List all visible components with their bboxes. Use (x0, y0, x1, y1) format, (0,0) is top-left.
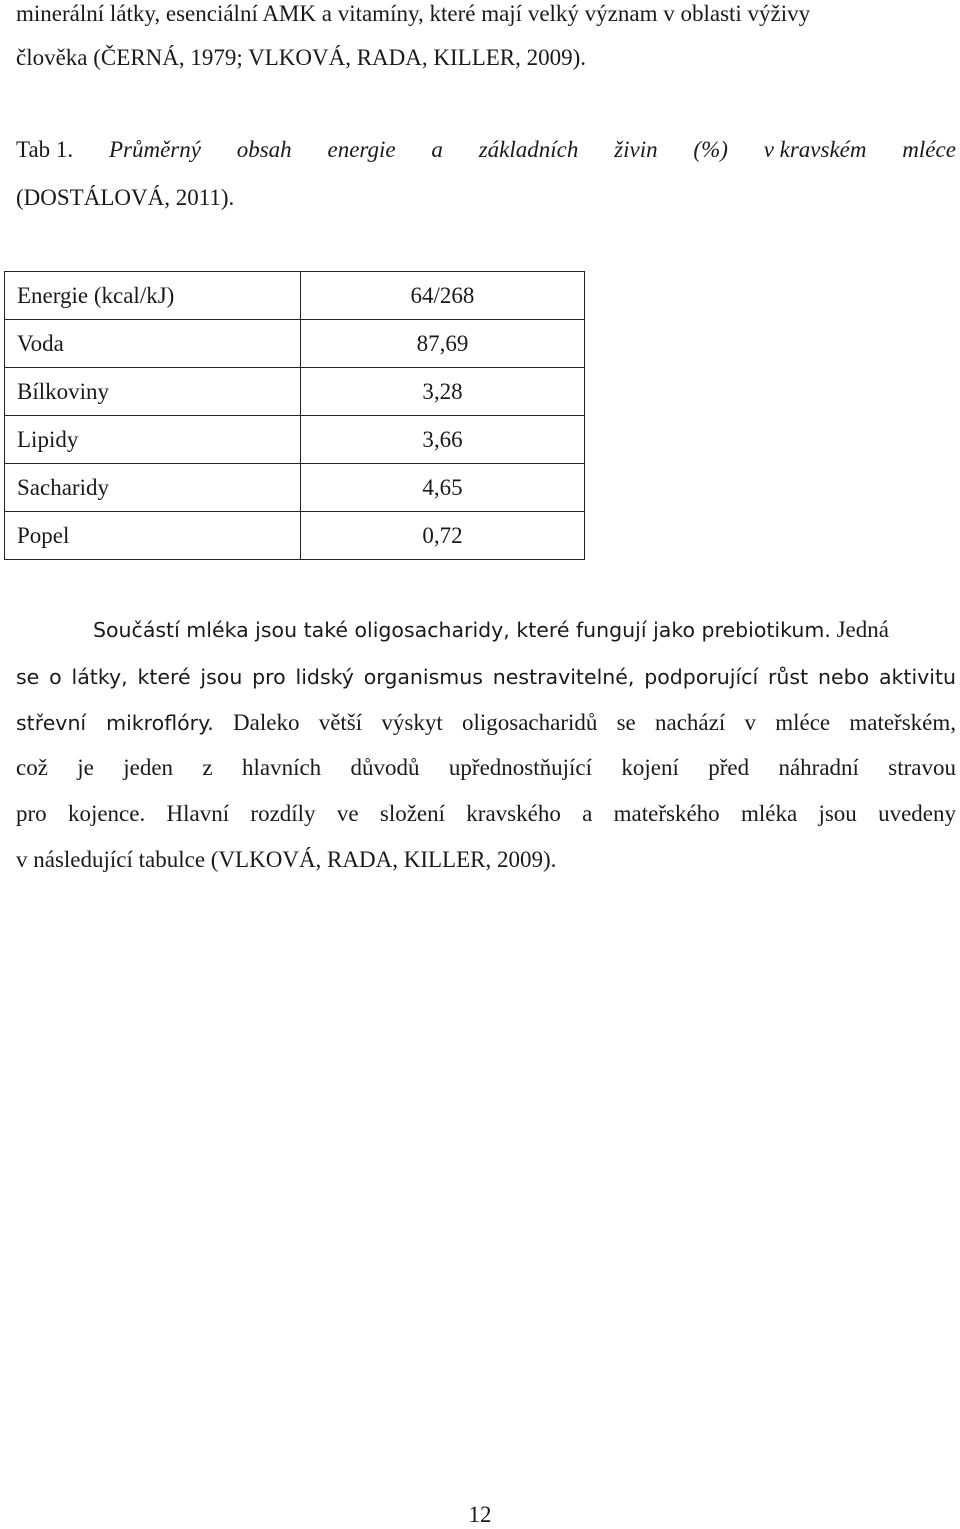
table-row (5, 272, 585, 320)
paragraph-line: se o látky, které jsou pro lidský organismus nestravitelné, podporující růst nebo aktivitu (16, 665, 956, 689)
caption-word: živin (614, 137, 658, 162)
caption-word: energie (327, 137, 396, 162)
caption-word: v kravském (763, 137, 867, 162)
page-number: 12 (468, 1502, 492, 1527)
caption-word: mléce (902, 137, 956, 162)
row-value: 87,69 (301, 320, 585, 368)
caption-source: (DOSTÁLOVÁ, 2011). (16, 185, 235, 210)
paragraph-line (16, 709, 956, 737)
paragraph-line: v následující tabulce (VLKOVÁ, RADA, KILLER, 2009). (16, 847, 557, 872)
row-label: Bílkoviny (5, 368, 301, 416)
row-label: Popel (5, 512, 301, 560)
table-row (5, 368, 585, 416)
row-label: Voda (5, 320, 301, 368)
row-value: 0,72 (301, 512, 585, 560)
row-value: 64/268 (301, 272, 585, 320)
row-label: Sacharidy (5, 464, 301, 512)
row-label: Energie (kcal/kJ) (5, 272, 301, 320)
table-row (5, 320, 585, 368)
nutrition-table (4, 271, 585, 560)
paragraph-fragment: Daleko větší výskyt oligosacharidů se nachází v mléce mateřském, (213, 710, 956, 735)
caption-word: (%) (693, 137, 728, 162)
caption-word: základních (478, 137, 579, 162)
paragraph-sans-fragment: Součástí mléka jsou také oligosacharidy, které fungují jako prebiotikum. (93, 618, 831, 642)
table-caption (16, 136, 956, 164)
caption-prefix: Tab 1. (16, 137, 74, 162)
table-row (5, 512, 585, 560)
caption-word: a (431, 137, 443, 162)
row-value: 3,28 (301, 368, 585, 416)
paragraph-line (93, 616, 889, 644)
row-value: 3,66 (301, 416, 585, 464)
row-value: 4,65 (301, 464, 585, 512)
text-line: člověka (ČERNÁ, 1979; VLKOVÁ, RADA, KILLER, 2009). (16, 45, 587, 70)
table-row (5, 416, 585, 464)
row-label: Lipidy (5, 416, 301, 464)
caption-word: obsah (236, 137, 292, 162)
caption-word: Průměrný (108, 137, 201, 162)
paragraph-fragment: Jedná (830, 617, 889, 642)
paragraph-sans-fragment: střevní mikroflóry. (16, 711, 214, 735)
paragraph-line: pro kojence. Hlavní rozdíly ve složení kravského a mateřského mléka jsou uvedeny (16, 801, 956, 826)
table-row (5, 464, 585, 512)
text-line: minerální látky, esenciální AMK a vitamíny, které mají velký význam v oblasti výživy (16, 1, 811, 26)
paragraph-line: což je jeden z hlavních důvodů upřednostňující kojení před náhradní stravou (16, 755, 956, 780)
